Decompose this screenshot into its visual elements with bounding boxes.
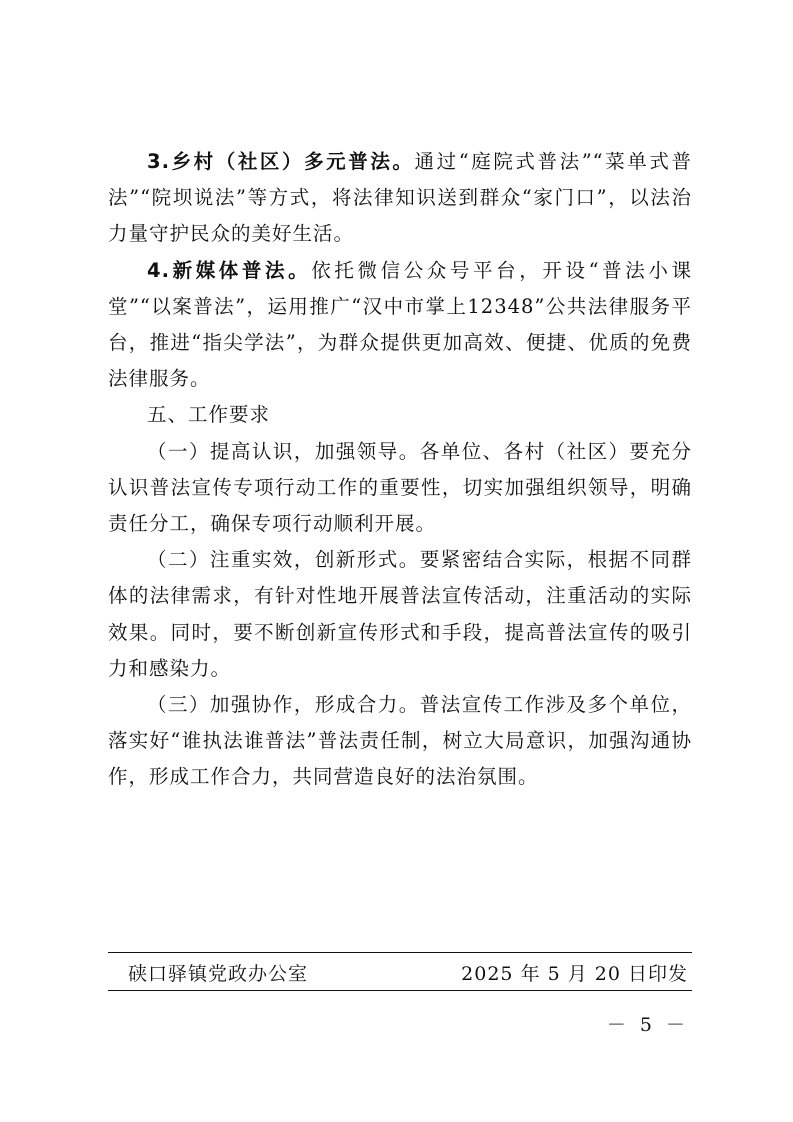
requirement-text: 各单位、各村（社区）要充分认识普法宣传专项行动工作的重要性，切实加强组织领导，明确责任分工，确保专项行动顺利开展。 (108, 439, 692, 536)
requirement-lead: （三）加强协作，形成合力。 (147, 693, 420, 717)
paragraph-lead: 4.新媒体普法。 (147, 258, 312, 282)
section-heading: 五、工作要求 (147, 403, 271, 427)
issuing-office: 硖口驿镇党政办公室 (128, 962, 309, 985)
paragraph-rural-community (108, 144, 692, 253)
paragraph-text: 依托微信公众号平台，开设“普法小课堂”“以案普法”，运用推广“汉中市掌上12348”公共法律服务平台，推进“指尖学法”，为群众提供更加高效、便捷、优质的免费法律服务。 (108, 258, 692, 391)
requirement-item (108, 687, 692, 796)
requirement-lead: （一）提高认识，加强领导。 (147, 439, 420, 463)
requirement-text: 普法宣传工作涉及多个单位，落实好“谁执法谁普法”普法责任制，树立大局意识，加强沟通协作，形成工作合力，共同营造良好的法治氛围。 (108, 693, 692, 789)
paragraph-text: 通过“庭院式普法”“菜单式普法”“院坝说法”等方式，将法律知识送到群众“家门口”，以法治力量守护民众的美好生活。 (108, 150, 692, 246)
issue-date: 2025 年 5 月 20 日印发 (461, 962, 688, 985)
paragraph-new-media (108, 253, 692, 398)
requirement-item (108, 542, 692, 687)
page-number: － 5 － (606, 1014, 689, 1036)
requirement-item (108, 434, 692, 543)
requirement-text: 要紧密结合实际，根据不同群体的法律需求，有针对性地开展普法宣传活动，注重活动的实际效果。同时，要不断创新宣传形式和手段，提高普法宣传的吸引力和感染力。 (108, 548, 692, 680)
document-body (108, 144, 692, 796)
footer-divider-top (108, 952, 692, 953)
footer-imprint (108, 957, 692, 987)
footer-divider-bottom (108, 990, 692, 991)
requirement-lead: （二）注重实效，创新形式。 (147, 548, 420, 572)
paragraph-lead: 3.乡村（社区）多元普法。 (147, 150, 415, 173)
